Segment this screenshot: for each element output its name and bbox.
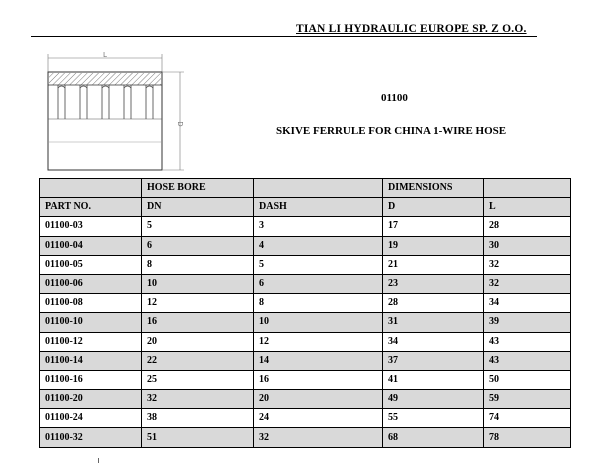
- cell-l: 30: [484, 236, 571, 255]
- length-dimension-label: L: [103, 52, 107, 59]
- cell-dn: 25: [142, 370, 254, 389]
- cell-part-no: 01100-32: [40, 428, 142, 447]
- table-row: [40, 428, 571, 447]
- table-row: [40, 313, 571, 332]
- table-row: [40, 370, 571, 389]
- cell-l: 59: [484, 390, 571, 409]
- diameter-dimension-label: D: [176, 121, 184, 127]
- cell-dash: 4: [254, 236, 383, 255]
- cell-part-no: 01100-06: [40, 274, 142, 293]
- group-header-cell: [40, 179, 142, 198]
- cell-dash: 24: [254, 409, 383, 428]
- cell-d: 41: [383, 370, 484, 389]
- cell-part-no: 01100-10: [40, 313, 142, 332]
- cell-d: 28: [383, 294, 484, 313]
- company-name: TIAN LI HYDRAULIC EUROPE SP. Z O.O.: [296, 23, 527, 35]
- cell-l: 28: [484, 217, 571, 236]
- cell-dash: 16: [254, 370, 383, 389]
- cell-dn: 20: [142, 332, 254, 351]
- cell-d: 19: [383, 236, 484, 255]
- cell-dash: 20: [254, 390, 383, 409]
- cell-part-no: 01100-16: [40, 370, 142, 389]
- product-title: SKIVE FERRULE FOR CHINA 1-WIRE HOSE: [276, 125, 507, 137]
- table-group-header-row: [40, 179, 571, 198]
- column-header-l: L: [484, 198, 571, 217]
- cell-d: 55: [383, 409, 484, 428]
- cell-part-no: 01100-08: [40, 294, 142, 313]
- product-code: 01100: [381, 92, 408, 104]
- cell-d: 49: [383, 390, 484, 409]
- cell-l: 74: [484, 409, 571, 428]
- table-row: [40, 409, 571, 428]
- cell-dn: 5: [142, 217, 254, 236]
- table-column-header-row: [40, 198, 571, 217]
- cell-d: 21: [383, 255, 484, 274]
- cell-dash: 8: [254, 294, 383, 313]
- cell-l: 32: [484, 274, 571, 293]
- cell-d: 37: [383, 351, 484, 370]
- group-header-cell: [484, 179, 571, 198]
- cell-dash: 12: [254, 332, 383, 351]
- cell-part-no: 01100-14: [40, 351, 142, 370]
- cell-d: 23: [383, 274, 484, 293]
- cell-dash: 3: [254, 217, 383, 236]
- table-row: [40, 351, 571, 370]
- cell-dn: 22: [142, 351, 254, 370]
- cell-l: 34: [484, 294, 571, 313]
- cell-l: 32: [484, 255, 571, 274]
- cell-dn: 6: [142, 236, 254, 255]
- cell-part-no: 01100-24: [40, 409, 142, 428]
- column-header-dash: DASH: [254, 198, 383, 217]
- cell-l: 39: [484, 313, 571, 332]
- specification-table: [39, 178, 571, 448]
- cell-dash: 6: [254, 274, 383, 293]
- cell-part-no: 01100-04: [40, 236, 142, 255]
- cell-dn: 8: [142, 255, 254, 274]
- header-divider: [31, 36, 537, 37]
- ferrule-drawing: [40, 52, 190, 177]
- table-row: [40, 217, 571, 236]
- cell-dn: 16: [142, 313, 254, 332]
- cell-part-no: 01100-05: [40, 255, 142, 274]
- group-header-cell: [254, 179, 383, 198]
- cell-d: 34: [383, 332, 484, 351]
- cell-dn: 10: [142, 274, 254, 293]
- cell-part-no: 01100-12: [40, 332, 142, 351]
- cell-d: 68: [383, 428, 484, 447]
- cell-l: 43: [484, 351, 571, 370]
- cell-l: 50: [484, 370, 571, 389]
- table-row: [40, 332, 571, 351]
- table-row: [40, 390, 571, 409]
- cell-part-no: 01100-20: [40, 390, 142, 409]
- table-row: [40, 255, 571, 274]
- column-header-dn: DN: [142, 198, 254, 217]
- group-header-dimensions: DIMENSIONS: [383, 179, 484, 198]
- cell-dn: 32: [142, 390, 254, 409]
- cell-dash: 5: [254, 255, 383, 274]
- cell-dn: 12: [142, 294, 254, 313]
- text-cursor-mark: [98, 458, 99, 463]
- cell-dn: 38: [142, 409, 254, 428]
- cell-d: 17: [383, 217, 484, 236]
- table-row: [40, 294, 571, 313]
- group-header-hose-bore: HOSE BORE: [142, 179, 254, 198]
- cell-l: 43: [484, 332, 571, 351]
- table-row: [40, 274, 571, 293]
- cell-d: 31: [383, 313, 484, 332]
- column-header-part-no: PART NO.: [40, 198, 142, 217]
- cell-dash: 10: [254, 313, 383, 332]
- cell-part-no: 01100-03: [40, 217, 142, 236]
- cell-dash: 32: [254, 428, 383, 447]
- column-header-d: D: [383, 198, 484, 217]
- cell-l: 78: [484, 428, 571, 447]
- cell-dash: 14: [254, 351, 383, 370]
- cell-dn: 51: [142, 428, 254, 447]
- table-row: [40, 236, 571, 255]
